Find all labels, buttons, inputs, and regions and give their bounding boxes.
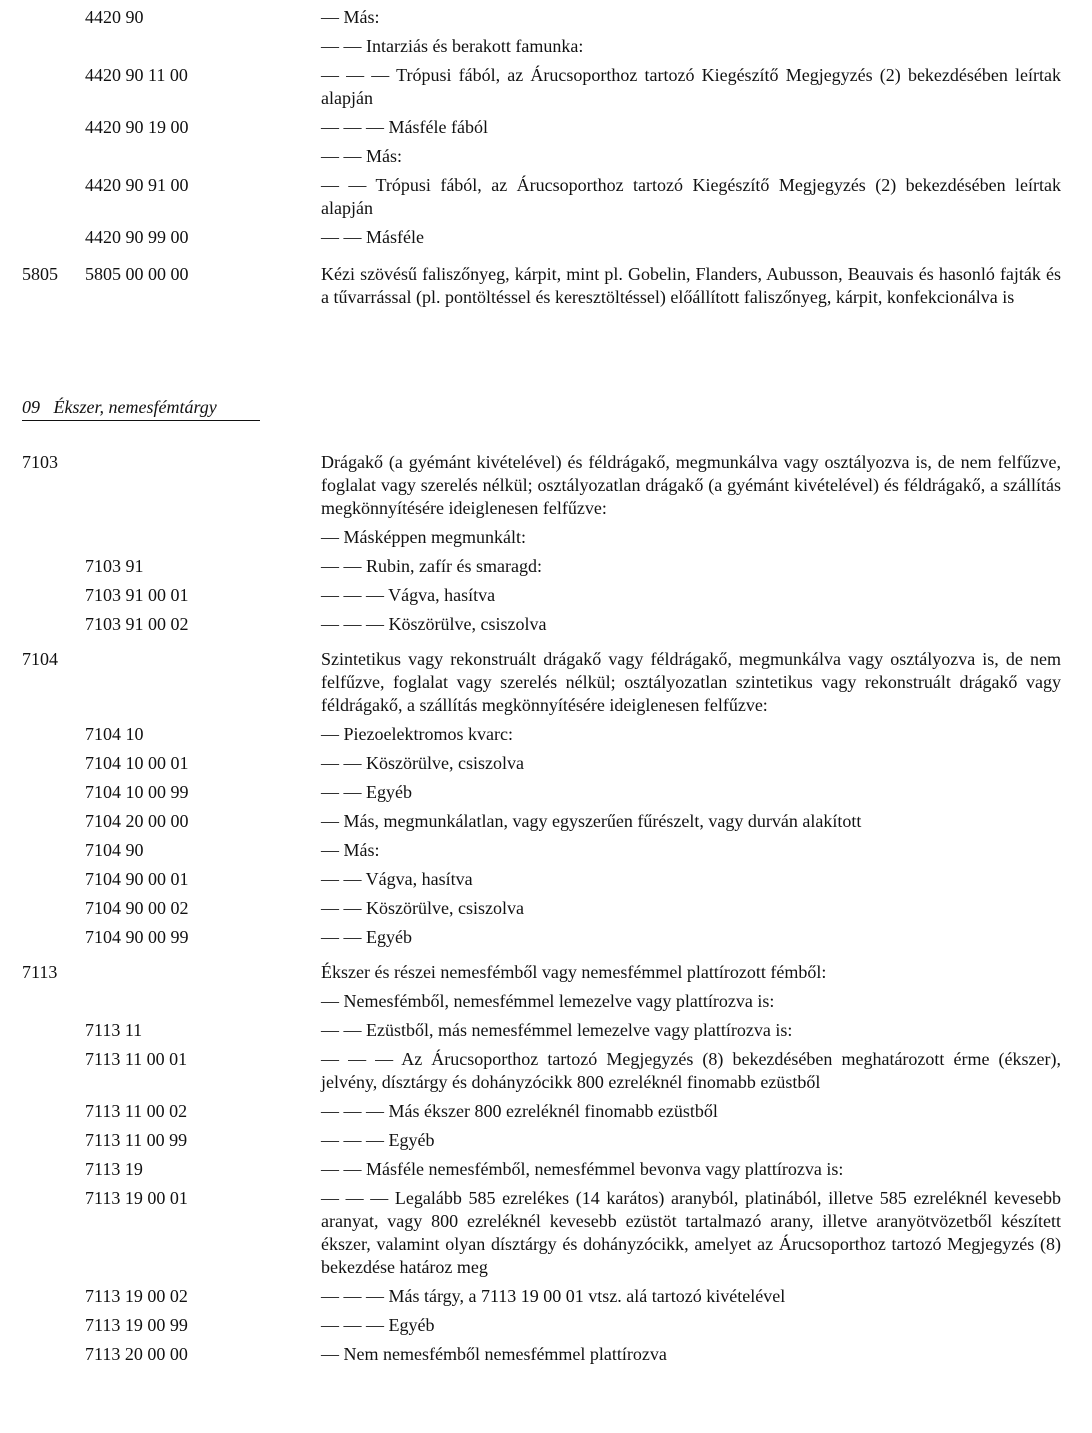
table-row: [0, 1343, 1092, 1366]
description: — — Rubin, zafír és smaragd:: [321, 556, 542, 576]
description: — — Egyéb: [321, 927, 412, 947]
code: 7103 91 00 02: [85, 614, 189, 634]
hs-heading: 7104: [22, 649, 58, 669]
table-row: [0, 174, 1092, 220]
description: Kézi szövésű faliszőnyeg, kárpit, mint pl. Gobelin, Flanders, Aubusson, Beauvais és hasonló fajták és a tűvarrással (pl. pontöltéssel és keresztöltéssel) előállított faliszőnyeg, kárpit, konfekcionálva is: [321, 264, 1061, 307]
description: — — Egyéb: [321, 782, 412, 802]
code: 7104 90 00 01: [85, 869, 189, 889]
description: — — — Másféle fából: [321, 117, 488, 137]
code: 7113 11 00 99: [85, 1130, 188, 1150]
table-row: [0, 1158, 1092, 1181]
code: 7104 10 00 01: [85, 753, 189, 773]
table-row: [0, 64, 1092, 110]
description: — Más:: [321, 840, 380, 860]
code: 4420 90 91 00: [85, 175, 189, 195]
description: — — — Az Árucsoporthoz tartozó Megjegyzés (8) bekezdésében meghatározott érme (ékszer), jelvény, dísztárgy és dohányzócikk 800 ezreléknél finomabb ezüstből: [321, 1049, 1061, 1092]
description: — — — Trópusi fából, az Árucsoporthoz tartozó Kiegészítő Megjegyzés (2) bekezdésében leírtak alapján: [321, 65, 1061, 108]
table-row: [0, 723, 1092, 746]
code: 7113 11: [85, 1020, 143, 1040]
top-table: [0, 6, 1092, 309]
description: Ékszer és részei nemesfémből vagy nemesfémmel plattírozott fémből:: [321, 962, 827, 982]
description: — — — Egyéb: [321, 1130, 435, 1150]
description: — — Vágva, hasítva: [321, 869, 473, 889]
code: 7113 19 00 99: [85, 1315, 188, 1335]
table-row: [0, 451, 1092, 520]
table-row: [0, 1129, 1092, 1152]
section-heading: [22, 396, 217, 418]
table-row: [0, 226, 1092, 249]
table-row: [0, 1285, 1092, 1308]
description: — — Intarziás és berakott famunka:: [321, 36, 584, 56]
description: — — Köszörülve, csiszolva: [321, 753, 524, 773]
table-row: [0, 781, 1092, 804]
table-row: [0, 897, 1092, 920]
hs-heading: 5805: [22, 264, 58, 284]
code: 7104 20 00 00: [85, 811, 189, 831]
code: 4420 90 19 00: [85, 117, 189, 137]
table-row: [0, 1048, 1092, 1094]
code: 4420 90: [85, 7, 144, 27]
table-row: [0, 263, 1092, 309]
description: — Piezoelektromos kvarc:: [321, 724, 513, 744]
description: — — Másféle: [321, 227, 424, 247]
hs-heading: 7103: [22, 452, 58, 472]
table-row: [0, 926, 1092, 949]
description: — Másképpen megmunkált:: [321, 527, 526, 547]
code: 4420 90 99 00: [85, 227, 189, 247]
table-row: [0, 1314, 1092, 1337]
description: — — — Vágva, hasítva: [321, 585, 496, 605]
description: — — Köszörülve, csiszolva: [321, 898, 524, 918]
description: — — — Köszörülve, csiszolva: [321, 614, 547, 634]
table-row: [0, 810, 1092, 833]
table-row: [0, 145, 1092, 168]
table-row: [0, 1187, 1092, 1279]
code: 7104 90 00 99: [85, 927, 189, 947]
description: — Más, megmunkálatlan, vagy egyszerűen fűrészelt, vagy durván alakított: [321, 811, 862, 831]
table-row: [0, 584, 1092, 607]
description: — Más:: [321, 7, 380, 27]
table-row: [0, 839, 1092, 862]
code: 7103 91 00 01: [85, 585, 189, 605]
code: 7113 19 00 02: [85, 1286, 188, 1306]
description: Szintetikus vagy rekonstruált drágakő vagy féldrágakő, megmunkálva vagy osztályozva is, de nem felfűzve, foglalat vagy szerelés nélkül; osztályozatlan szintetikus vagy rekonstruált drágakő vagy féldrágakő, a szállítás megkönnyítésére ideiglenesen felfűzve:: [321, 649, 1061, 715]
code: 7113 19: [85, 1159, 143, 1179]
table-row: [0, 868, 1092, 891]
main-table: [0, 451, 1092, 1366]
code: 7104 90: [85, 840, 144, 860]
section-underline: [22, 420, 260, 421]
table-row: [0, 1019, 1092, 1042]
code: 7104 10 00 99: [85, 782, 189, 802]
code: 7104 90 00 02: [85, 898, 189, 918]
description: — — — Más ékszer 800 ezreléknél finomabb ezüstből: [321, 1101, 718, 1121]
description: — — — Egyéb: [321, 1315, 435, 1335]
description: — Nemesfémből, nemesfémmel lemezelve vagy plattírozva is:: [321, 991, 775, 1011]
description: — — — Más tárgy, a 7113 19 00 01 vtsz. alá tartozó kivételével: [321, 1286, 786, 1306]
code: 7104 10: [85, 724, 144, 744]
code: 7113 11 00 01: [85, 1049, 188, 1069]
code: 7113 20 00 00: [85, 1344, 188, 1364]
table-row: [0, 752, 1092, 775]
hs-heading: 7113: [22, 962, 58, 982]
description: — Nem nemesfémből nemesfémmel plattírozva: [321, 1344, 667, 1364]
description: — — Másféle nemesfémből, nemesfémmel bevonva vagy plattírozva is:: [321, 1159, 844, 1179]
description: — — — Legalább 585 ezrelékes (14 karátos) aranyból, platinából, illetve 585 ezreléknél kevesebb aranyat, vagy 800 ezreléknél kevesebb ezüstöt tartalmazó arany, illetve aranyötvözetből készített ékszer, valamint olyan dísztárgy és dohányzócikk, amelyet az Árucsoporthoz tartozó Megjegyzés (8) bekezdése határoz meg: [321, 1188, 1061, 1277]
section-title: Ékszer, nemesfémtárgy: [53, 397, 217, 417]
table-row: [0, 116, 1092, 139]
code: 7103 91: [85, 556, 144, 576]
description: — — Más:: [321, 146, 402, 166]
table-row: [0, 6, 1092, 29]
code: 5805 00 00 00: [85, 264, 189, 284]
table-row: [0, 35, 1092, 58]
description: Drágakő (a gyémánt kivételével) és féldrágakő, megmunkálva vagy osztályozva is, de nem felfűzve, foglalat vagy szerelés nélkül; osztályozatlan drágakő (a gyémánt kivételével) és féldrágakő, a szállítás megkönnyítésére ideiglenesen felfűzve:: [321, 452, 1061, 518]
code: 7113 19 00 01: [85, 1188, 188, 1208]
code: 4420 90 11 00: [85, 65, 188, 85]
description: — — Trópusi fából, az Árucsoporthoz tartozó Kiegészítő Megjegyzés (2) bekezdésében leírtak alapján: [321, 175, 1061, 218]
table-row: [0, 613, 1092, 636]
table-row: [0, 555, 1092, 578]
table-row: [0, 990, 1092, 1013]
code: 7113 11 00 02: [85, 1101, 188, 1121]
table-row: [0, 961, 1092, 984]
description: — — Ezüstből, más nemesfémmel lemezelve vagy plattírozva is:: [321, 1020, 793, 1040]
table-row: [0, 526, 1092, 549]
section-number: 09: [22, 397, 40, 417]
table-row: [0, 1100, 1092, 1123]
table-row: [0, 648, 1092, 717]
